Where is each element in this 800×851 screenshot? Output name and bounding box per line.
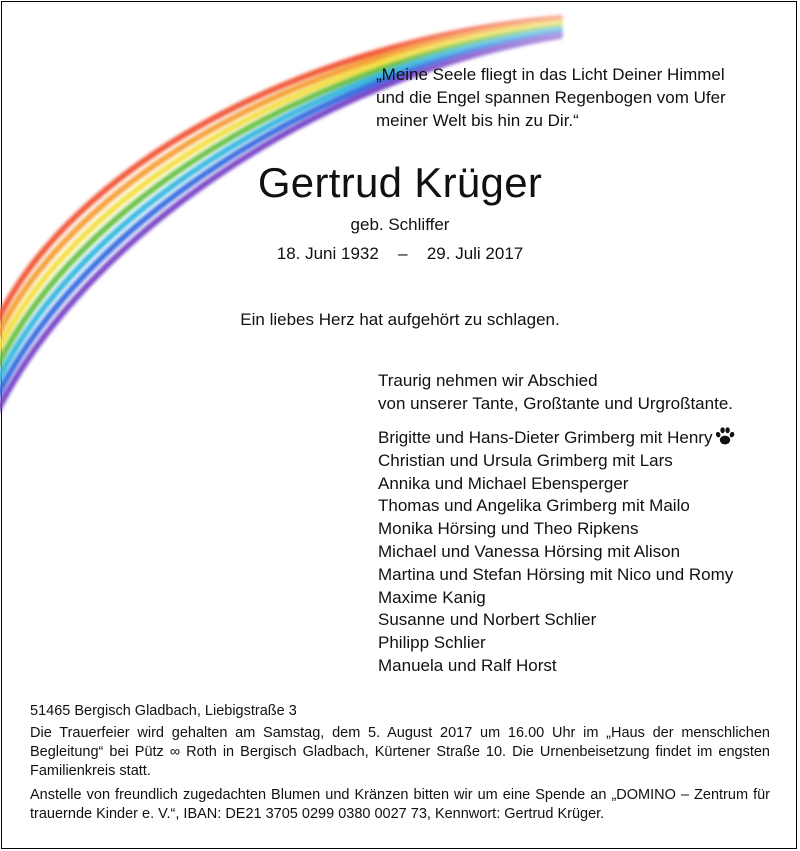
birth-name: geb. Schliffer <box>350 215 450 234</box>
mourner-item: Martina und Stefan Hörsing mit Nico und Romy <box>378 564 734 584</box>
farewell-line: Traurig nehmen wir Abschied <box>378 371 598 390</box>
mourner-item: Philipp Schlier <box>378 633 486 653</box>
quote-line: „Meine Seele fliegt in das Licht Deiner Himmel <box>376 65 725 84</box>
life-dates <box>0 244 800 264</box>
farewell-line: von unserer Tante, Großtante und Urgroßtante. <box>378 394 733 413</box>
mourning-address: 51465 Bergisch Gladbach, Liebigstraße 3 <box>30 703 297 719</box>
memorial-quote <box>376 63 726 132</box>
mourner-item: Maxime Kanig <box>378 587 486 607</box>
mourner-item: Christian und Ursula Grimberg mit Lars <box>378 450 673 470</box>
quote-line: meiner Welt bis hin zu Dir.“ <box>376 111 579 130</box>
farewell-text <box>378 369 733 415</box>
ceremony-info: Die Trauerfeier wird gehalten am Samstag, dem 5. August 2017 um 16.00 Uhr im „Haus der menschlichen Begleitung“ bei Pütz ∞ Roth in Bergisch Gladbach, Kürtener Straße 10. Die Urnenbeisetzung findet im engsten Familienkreis statt. <box>30 725 770 779</box>
donation-info: Anstelle von freundlich zugedachten Blumen und Kränzen bitten wir um eine Spende an „DOMINO – Zentrum für trauernde Kinder e. V.“, IBAN: DE21 3705 0299 0380 0027 73, Kennwort: Gertrud Krüger. <box>30 787 770 822</box>
mourner-item: Annika und Michael Ebensperger <box>378 473 629 493</box>
deceased-name: Gertrud Krüger <box>257 159 543 206</box>
paw-print-icon <box>714 426 736 446</box>
birth-date: 18. Juni 1932 <box>276 244 379 263</box>
death-date: 29. Juli 2017 <box>426 244 524 263</box>
tagline: Ein liebes Herz hat aufgehört zu schlagen. <box>240 310 560 329</box>
mourner-item: Michael und Vanessa Hörsing mit Alison <box>378 541 681 561</box>
mourner-name: Brigitte und Hans-Dieter Grimberg mit Henry <box>378 428 713 447</box>
mourner-item: Monika Hörsing und Theo Ripkens <box>378 519 639 539</box>
date-separator: – <box>398 244 408 263</box>
quote-line: und die Engel spannen Regenbogen vom Ufer <box>376 88 726 107</box>
mourner-item <box>378 426 736 450</box>
mourners-list <box>378 426 736 678</box>
mourner-item: Thomas und Angelika Grimberg mit Mailo <box>378 496 690 516</box>
mourner-item: Manuela und Ralf Horst <box>378 655 557 675</box>
mourner-item: Susanne und Norbert Schlier <box>378 610 597 630</box>
